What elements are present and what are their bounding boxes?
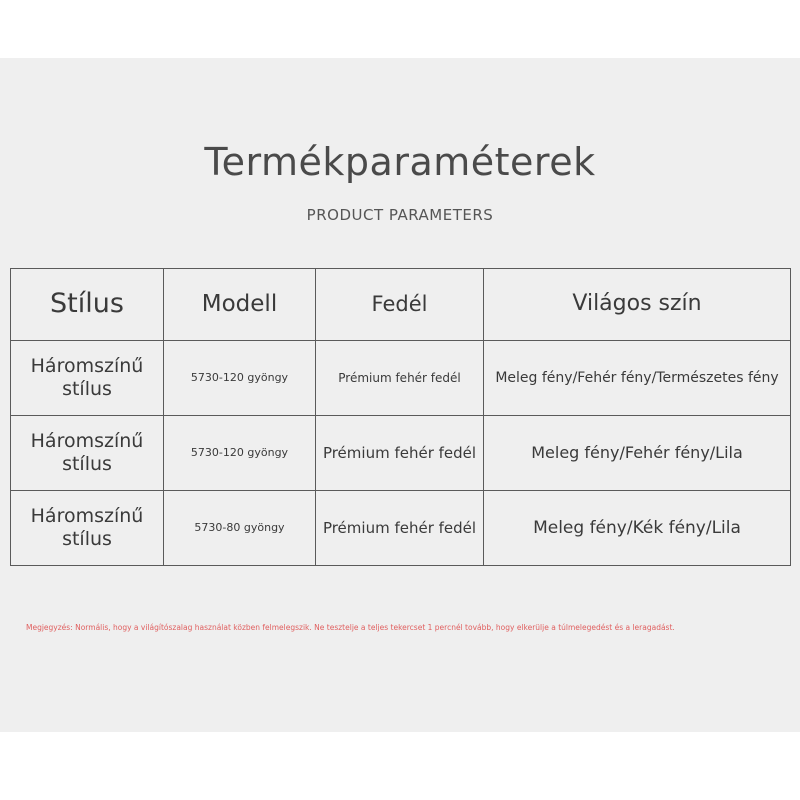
style-cell: Háromszínű stílus — [11, 341, 164, 416]
style-cell: Háromszínű stílus — [11, 416, 164, 491]
light-color-cell: Meleg fény/Fehér fény/Természetes fény — [484, 341, 791, 416]
header-cell-cover: Fedél — [316, 269, 484, 341]
page-subtitle: PRODUCT PARAMETERS — [306, 206, 494, 224]
model-cell: 5730-120 gyöngy — [164, 416, 316, 491]
model-cell: 5730-80 gyöngy — [164, 491, 316, 566]
footnote: Megjegyzés: Normális, hogy a világítószalag használat közben felmelegszik. Ne tesztelje a teljes tekercset 1 percnél tovább, hogy elkerülje a túlmelegedést és a leragadást. — [26, 623, 675, 632]
table-header-row — [11, 269, 791, 341]
light-color-cell: Meleg fény/Kék fény/Lila — [484, 491, 791, 566]
model-cell: 5730-120 gyöngy — [164, 341, 316, 416]
cover-cell: Prémium fehér fedél — [316, 491, 484, 566]
cover-cell: Prémium fehér fedél — [316, 416, 484, 491]
cover-cell: Prémium fehér fedél — [316, 341, 484, 416]
table-row — [11, 491, 791, 566]
header-cell-style: Stílus — [11, 269, 164, 341]
table-row — [11, 341, 791, 416]
style-cell: Háromszínű stílus — [11, 491, 164, 566]
light-color-cell: Meleg fény/Fehér fény/Lila — [484, 416, 791, 491]
table-row — [11, 416, 791, 491]
header-cell-light-color: Világos szín — [484, 269, 791, 341]
page-title: Termékparaméterek — [204, 140, 596, 184]
product-parameters-table — [10, 268, 791, 566]
header-cell-model: Modell — [164, 269, 316, 341]
